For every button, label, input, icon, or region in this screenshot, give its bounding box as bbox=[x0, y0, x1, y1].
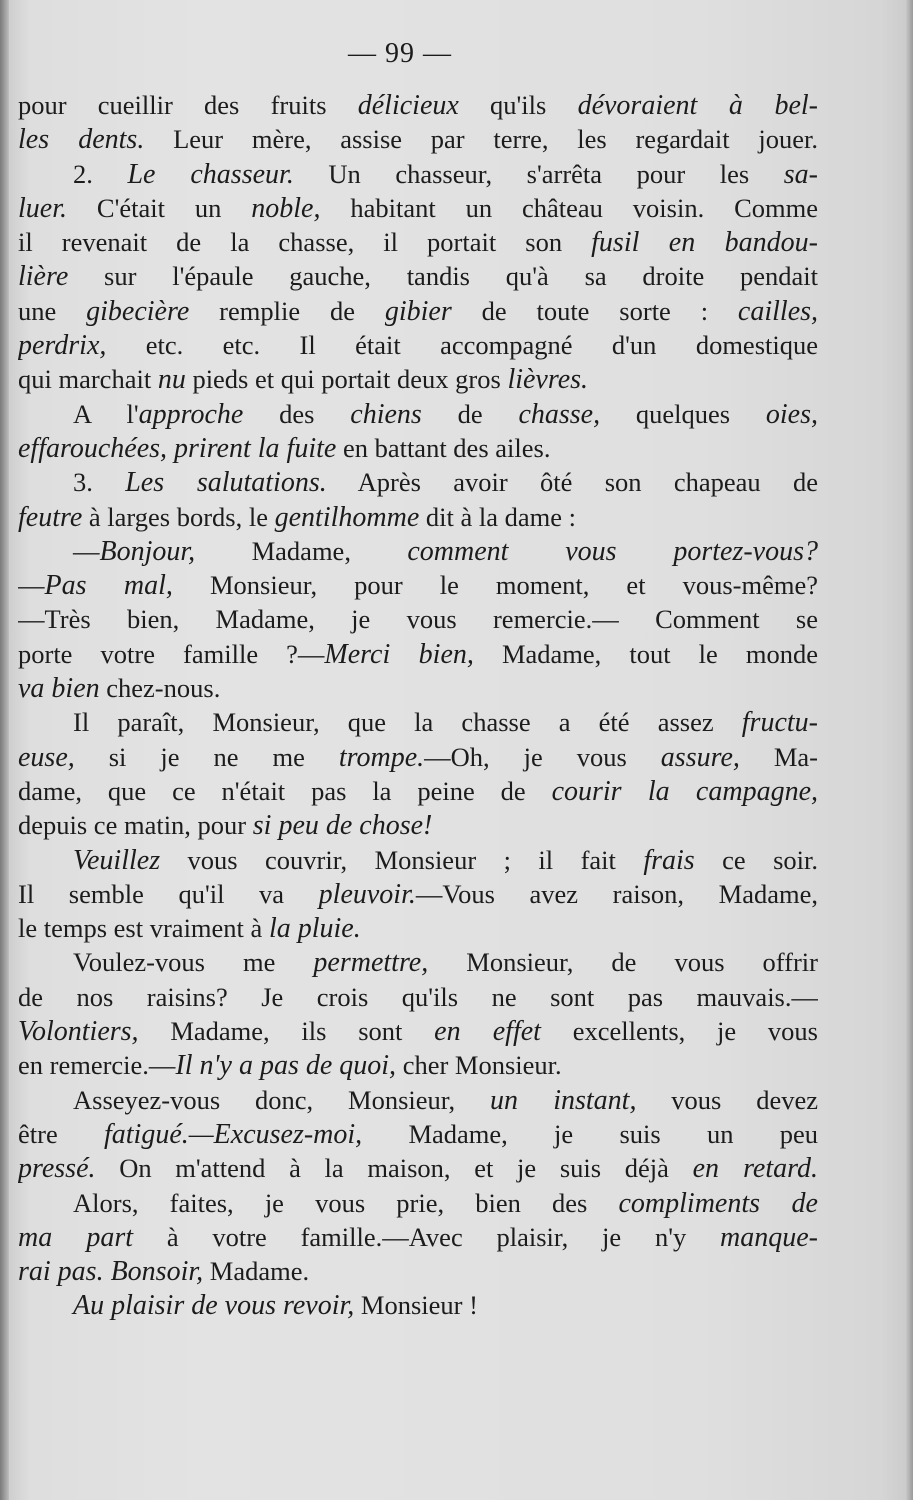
text-segment: sur l'épaule gauche, tandis qu'à sa droite pendait bbox=[68, 261, 818, 292]
text-segment: Madame, tout le monde bbox=[473, 638, 818, 669]
text-line bbox=[18, 1048, 818, 1082]
text-line bbox=[18, 980, 818, 1014]
italic-phrase: cailles, bbox=[737, 295, 818, 327]
italic-phrase: perdrix, bbox=[18, 330, 107, 362]
text-segment: Il semble qu'il va bbox=[18, 878, 319, 909]
italic-phrase: feutre bbox=[18, 501, 83, 533]
text-line bbox=[18, 431, 818, 465]
text-line bbox=[18, 465, 818, 499]
text-segment: à votre famille.—Avec plaisir, je n'y bbox=[133, 1221, 721, 1252]
text-segment: dame, que ce n'était pas la peine de bbox=[18, 775, 552, 806]
text-line bbox=[18, 259, 818, 293]
text-segment: cher Monsieur. bbox=[396, 1050, 562, 1081]
text-line bbox=[18, 1186, 818, 1220]
text-line bbox=[18, 362, 818, 396]
text-line bbox=[18, 88, 818, 122]
text-segment: Madame, bbox=[195, 535, 408, 566]
text-line bbox=[18, 328, 818, 362]
italic-phrase: en retard. bbox=[692, 1153, 818, 1185]
text-line bbox=[18, 1220, 818, 1254]
italic-phrase: gibecière bbox=[86, 295, 190, 327]
text-line bbox=[18, 397, 818, 431]
text-segment: chez-nous. bbox=[99, 673, 221, 704]
text-segment: le temps est vraiment à bbox=[18, 913, 269, 944]
italic-phrase: manque- bbox=[720, 1221, 818, 1253]
italic-phrase: luer. bbox=[18, 192, 67, 224]
italic-phrase: approche bbox=[138, 398, 244, 430]
italic-phrase: les dents. bbox=[18, 124, 145, 156]
text-segment: Monsieur, pour le moment, et vous-même? bbox=[172, 570, 818, 601]
text-segment: —Oh, je vous bbox=[424, 741, 661, 772]
italic-phrase: compliments de bbox=[618, 1187, 818, 1219]
text-segment: pieds et qui portait deux gros bbox=[185, 364, 508, 395]
italic-phrase: nu bbox=[157, 364, 186, 396]
text-segment: en battant des ailes. bbox=[336, 432, 551, 463]
italic-phrase: lièvres. bbox=[507, 364, 589, 396]
italic-phrase: Veuillez bbox=[73, 844, 161, 876]
italic-phrase: Les salutations. bbox=[125, 467, 327, 499]
text-segment: à larges bords, le bbox=[82, 501, 275, 532]
text-segment: Un chasseur, s'arrêta pour les bbox=[293, 158, 784, 189]
text-segment: C'était un bbox=[67, 192, 252, 223]
italic-phrase: dévoraient à bel- bbox=[577, 90, 818, 121]
text-line bbox=[18, 1288, 818, 1322]
text-segment: qu'ils bbox=[458, 90, 578, 120]
italic-phrase: délicieux bbox=[357, 90, 459, 121]
text-segment: vous couvrir, Monsieur ; il fait bbox=[160, 844, 644, 875]
text-segment: — bbox=[73, 535, 100, 566]
italic-phrase: fusil en bandou- bbox=[591, 227, 818, 259]
body-text bbox=[18, 88, 818, 1323]
text-segment: Voulez-vous me bbox=[73, 947, 314, 978]
text-line bbox=[18, 602, 818, 636]
text-line bbox=[18, 877, 818, 911]
text-segment: Madame, ils sont bbox=[138, 1016, 435, 1047]
italic-phrase: lière bbox=[18, 261, 69, 293]
text-line bbox=[18, 191, 818, 225]
text-line bbox=[18, 294, 818, 328]
italic-phrase: en effet bbox=[434, 1016, 541, 1048]
italic-phrase: chiens bbox=[350, 398, 422, 430]
italic-phrase: la pluie. bbox=[268, 913, 361, 945]
text-line bbox=[18, 1117, 818, 1151]
text-segment: de toute sorte : bbox=[451, 295, 738, 326]
text-line bbox=[18, 911, 818, 945]
italic-phrase: pleuvoir. bbox=[318, 878, 416, 910]
text-line bbox=[18, 157, 818, 191]
text-segment: être bbox=[18, 1118, 104, 1149]
text-segment: depuis ce matin, pour bbox=[18, 810, 253, 841]
page-number: — 99 — bbox=[348, 38, 452, 69]
italic-phrase: pressé. bbox=[18, 1153, 96, 1185]
italic-phrase: Bonjour, bbox=[99, 535, 196, 567]
text-segment: 3. bbox=[73, 467, 126, 498]
text-line bbox=[18, 534, 818, 568]
text-segment: Il paraît, Monsieur, que la chasse a été assez bbox=[73, 707, 742, 738]
text-segment: si je ne me bbox=[74, 741, 339, 772]
text-line bbox=[18, 1083, 818, 1117]
text-segment: porte votre famille ?— bbox=[18, 638, 325, 669]
italic-phrase: frais bbox=[643, 844, 695, 876]
text-segment: —Vous avez raison, Madame, bbox=[415, 878, 818, 909]
text-segment: en remercie.— bbox=[18, 1050, 176, 1081]
italic-phrase: euse, bbox=[18, 741, 75, 773]
text-line bbox=[18, 774, 818, 808]
text-line bbox=[18, 705, 818, 739]
text-segment: habitant un château voisin. Comme bbox=[320, 192, 818, 223]
italic-phrase: si peu de chose! bbox=[252, 810, 433, 842]
italic-phrase: Le chasseur. bbox=[127, 158, 294, 190]
text-line bbox=[18, 945, 818, 979]
italic-phrase: sa- bbox=[783, 158, 818, 190]
text-line bbox=[18, 500, 818, 534]
italic-phrase: ma part bbox=[18, 1221, 134, 1253]
italic-phrase: va bien bbox=[18, 673, 100, 705]
page-left-gutter bbox=[0, 0, 9, 1500]
text-segment: Monsieur, de vous offrir bbox=[428, 947, 818, 978]
text-segment: Madame, je suis un peu bbox=[362, 1118, 818, 1149]
text-segment: Alors, faites, je vous prie, bien des bbox=[73, 1187, 619, 1218]
text-segment: de bbox=[421, 398, 519, 429]
italic-phrase: noble, bbox=[251, 192, 321, 224]
text-line bbox=[18, 1014, 818, 1048]
text-segment: dit à la dame : bbox=[419, 501, 576, 532]
text-line bbox=[18, 740, 818, 774]
text-line bbox=[18, 122, 818, 156]
italic-phrase: fatigué.—Excusez-moi, bbox=[104, 1118, 363, 1150]
text-segment: des bbox=[243, 398, 351, 429]
italic-phrase: Au plaisir de vous revoir, bbox=[73, 1290, 355, 1322]
text-segment: Monsieur ! bbox=[354, 1290, 478, 1321]
text-segment: ce soir. bbox=[694, 844, 818, 875]
italic-phrase: assure, bbox=[660, 741, 740, 773]
text-segment: Après avoir ôté son chapeau de bbox=[326, 467, 818, 498]
text-segment: Madame. bbox=[203, 1256, 310, 1287]
text-segment: —Très bien, Madame, je vous remercie.— Comment se bbox=[18, 604, 818, 635]
italic-phrase: gibier bbox=[384, 295, 452, 327]
text-segment: vous devez bbox=[636, 1084, 818, 1115]
italic-phrase: courir la campagne, bbox=[551, 775, 818, 807]
italic-phrase: gentilhomme bbox=[274, 501, 420, 533]
text-segment: une bbox=[18, 295, 87, 326]
text-line bbox=[18, 637, 818, 671]
page-right-edge bbox=[905, 0, 913, 1500]
text-segment: remplie de bbox=[189, 295, 385, 326]
text-line bbox=[18, 808, 818, 842]
text-segment: pour cueillir des fruits bbox=[18, 90, 358, 120]
text-segment: A l' bbox=[73, 398, 139, 429]
text-segment: Asseyez-vous donc, Monsieur, bbox=[73, 1084, 490, 1115]
italic-phrase: comment vous portez-vous? bbox=[407, 535, 818, 567]
text-segment: 2. bbox=[73, 158, 128, 189]
italic-phrase: permettre, bbox=[313, 947, 429, 979]
text-segment: etc. etc. Il était accompagné d'un domestique bbox=[106, 330, 818, 361]
italic-phrase: rai pas. Bonsoir, bbox=[18, 1256, 204, 1288]
text-segment: qui marchait bbox=[18, 364, 158, 395]
text-line bbox=[18, 671, 818, 705]
text-segment: quelques bbox=[600, 398, 766, 429]
text-line bbox=[18, 1254, 818, 1288]
italic-phrase: trompe. bbox=[338, 741, 425, 773]
text-segment: On m'attend à la maison, et je suis déjà bbox=[95, 1153, 693, 1184]
text-segment: de nos raisins? Je crois qu'ils ne sont pas mauvais.— bbox=[18, 981, 818, 1012]
italic-phrase: effarouchées, prirent la fuite bbox=[18, 432, 337, 464]
italic-phrase: Pas mal, bbox=[44, 570, 173, 602]
text-segment: Leur mère, assise par terre, les regardait jouer. bbox=[144, 124, 818, 155]
italic-phrase: Merci bien, bbox=[324, 638, 474, 670]
text-line bbox=[18, 225, 818, 259]
italic-phrase: fructu- bbox=[741, 707, 818, 739]
text-segment: Ma- bbox=[739, 741, 818, 772]
italic-phrase: Il n'y a pas de quoi, bbox=[175, 1050, 397, 1082]
italic-phrase: Volontiers, bbox=[18, 1016, 139, 1048]
italic-phrase: oies, bbox=[765, 398, 818, 430]
text-segment: excellents, je vous bbox=[540, 1016, 818, 1047]
text-line bbox=[18, 568, 818, 602]
italic-phrase: chasse, bbox=[518, 398, 601, 430]
text-line bbox=[18, 1151, 818, 1185]
text-line bbox=[18, 843, 818, 877]
text-segment: — bbox=[18, 570, 45, 601]
italic-phrase: un instant, bbox=[490, 1084, 637, 1116]
text-segment: il revenait de la chasse, il portait son bbox=[18, 227, 592, 258]
